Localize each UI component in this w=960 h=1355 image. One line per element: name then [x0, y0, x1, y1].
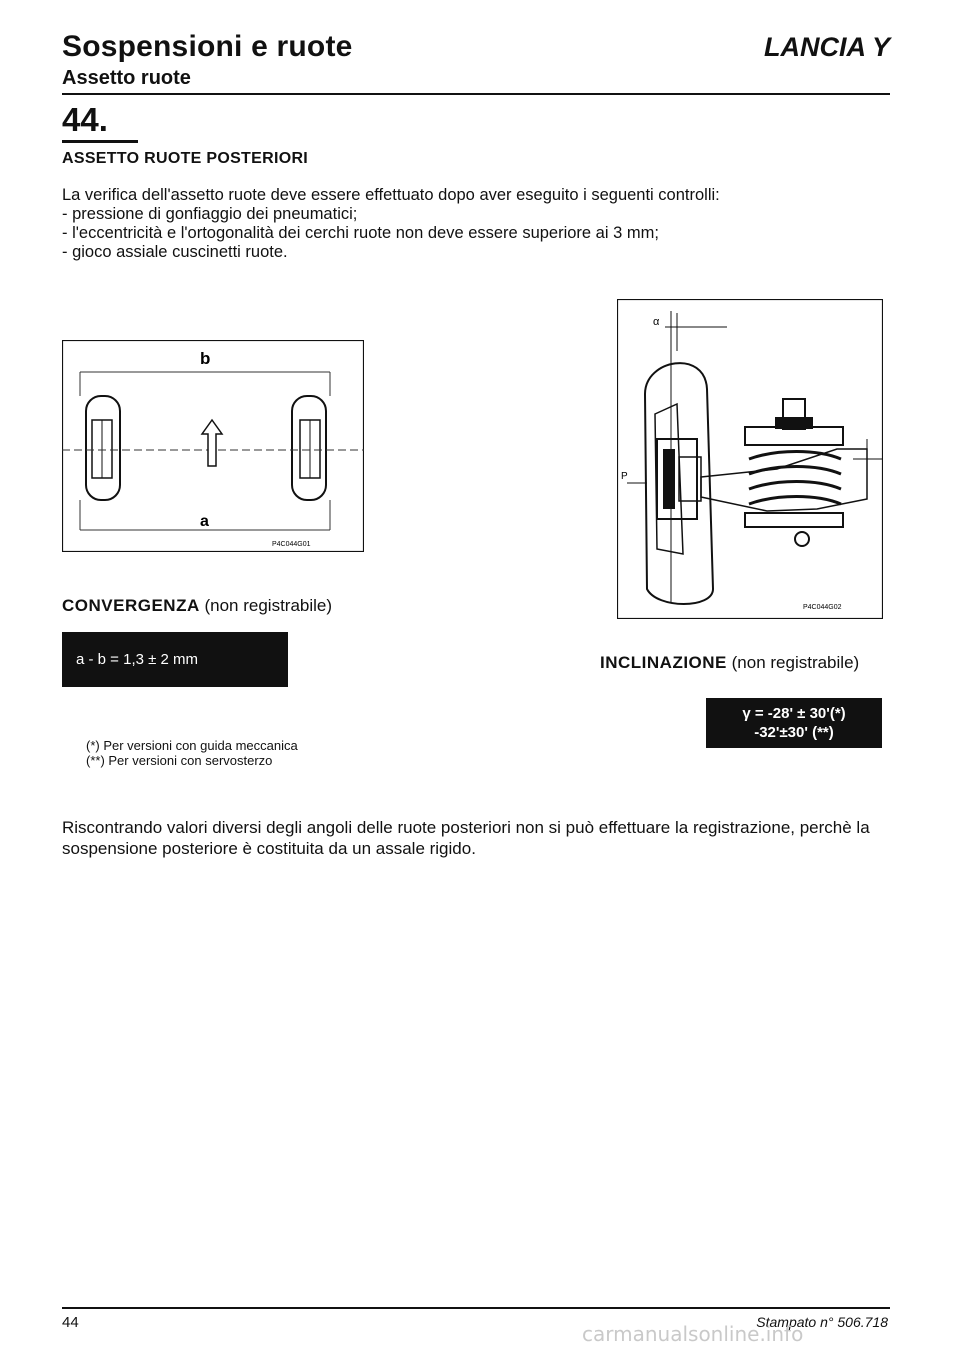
diagram-label-alpha: α [653, 316, 660, 328]
chapter-title: Sospensioni e ruote [62, 30, 353, 63]
checks-list [62, 205, 892, 262]
header-divider [62, 93, 890, 95]
section-number-underline [62, 140, 138, 143]
intro-text: La verifica dell'assetto ruote deve essere effettuato dopo aver eseguito i seguenti controlli: [62, 186, 720, 204]
camber-value-line-2: -32'±30' (**) [754, 724, 834, 741]
camber-value-box [706, 698, 882, 748]
left-wheel-icon [86, 396, 120, 500]
page-number: 44 [62, 1314, 79, 1331]
direction-arrow-icon [202, 420, 222, 466]
intro-block [62, 186, 892, 262]
camber-diagram [617, 299, 883, 619]
check-item: - pressione di gonfiaggio dei pneumatici; [62, 205, 892, 224]
footnote-1: (*) Per versioni con guida meccanica [86, 738, 298, 753]
camber-caption [600, 653, 859, 673]
footer-divider [62, 1307, 890, 1309]
check-item: - gioco assiale cuscinetti ruote. [62, 243, 892, 262]
chapter-subtitle: Assetto ruote [62, 67, 191, 89]
convergence-diagram [62, 340, 364, 552]
convergence-note: (non registrabile) [204, 596, 333, 615]
watermark: carmanualsonline.info [582, 1322, 804, 1346]
brand-label: LANCIA Y [763, 32, 890, 62]
section-title: ASSETTO RUOTE POSTERIORI [62, 150, 309, 167]
coil-spring-icon [745, 427, 843, 527]
right-wheel-icon [292, 396, 326, 500]
footnotes [86, 738, 298, 768]
section-number: 44. [62, 101, 108, 138]
convergence-title: CONVERGENZA [62, 596, 200, 615]
camber-value-line-1: γ = -28' ± 30'(*) [742, 705, 846, 722]
diagram-label-p: P [621, 471, 628, 482]
closing-paragraph: Riscontrando valori diversi degli angoli delle ruote posteriori non si può effettuare la registrazione, perchè la sospensione posteriore è costituita da un assale rigido. [62, 818, 870, 858]
camber-title: INCLINAZIONE [600, 653, 727, 672]
camber-note: (non registrabile) [731, 653, 860, 672]
print-reference: Stampato n° 506.718 [756, 1314, 888, 1330]
footnote-2: (**) Per versioni con servosterzo [86, 753, 273, 768]
convergence-caption [62, 596, 332, 616]
figure-code: P4C044G02 [803, 604, 842, 611]
check-item: - l'eccentricità e l'ortogonalità dei cerchi ruote non deve essere superiore ai 3 mm; [62, 224, 892, 243]
convergence-value-box: a - b = 1,3 ± 2 mm [62, 632, 288, 687]
diagram-label-a: a [200, 513, 209, 530]
figure-code: P4C044G01 [272, 541, 311, 548]
diagram-label-b: b [200, 349, 211, 368]
